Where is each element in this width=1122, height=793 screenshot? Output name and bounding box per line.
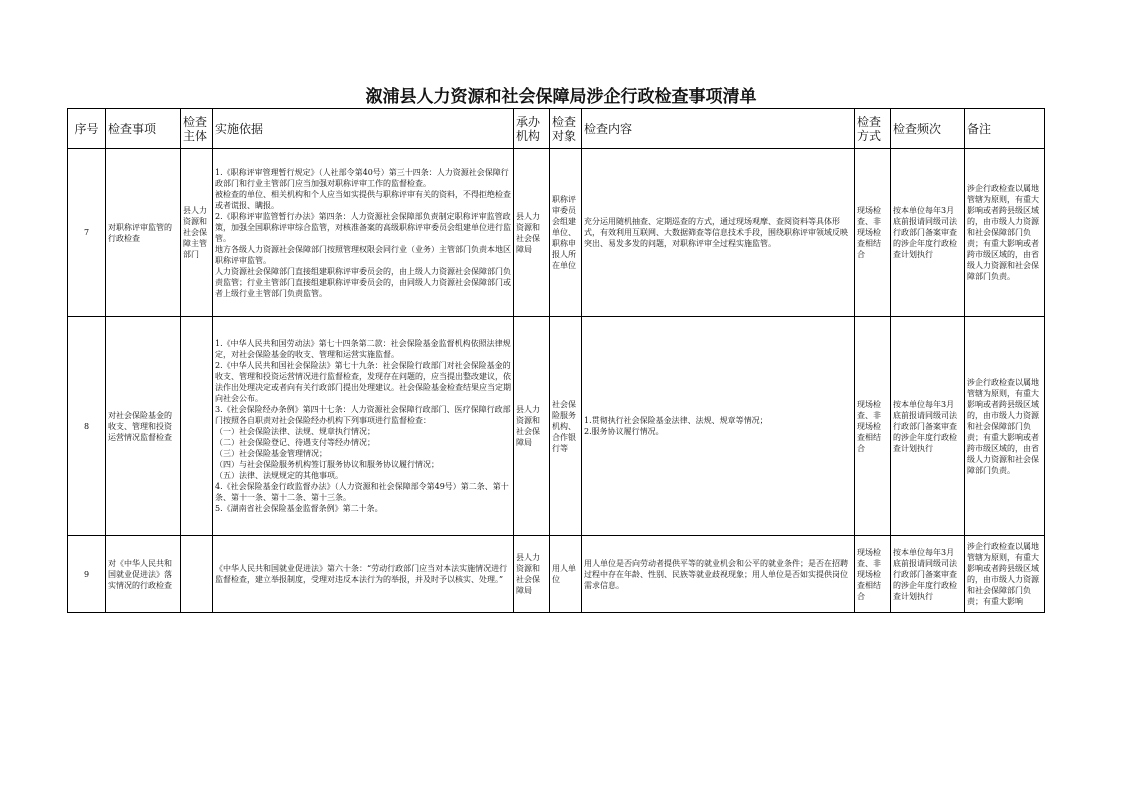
cell-target: 用人单位 bbox=[550, 536, 582, 613]
cell-basis bbox=[213, 536, 514, 613]
table-row bbox=[68, 536, 1045, 613]
cell-target: 社会保险服务机构、合作银行等 bbox=[550, 317, 582, 536]
note-text: 涉企行政检查以属地管辖为原则，有重大影响或者跨县级区域的，由市级人力资源和社会保障部门负责；有重大影响 bbox=[967, 542, 1039, 606]
header-method: 检查方式 bbox=[855, 109, 891, 149]
basis-line: （四）与社会保险服务机构签订服务协议和服务协议履行情况； bbox=[215, 460, 439, 469]
cell-subject bbox=[181, 536, 213, 613]
cell-org: 县人力资源和社会保障局 bbox=[514, 317, 550, 536]
cell-content: 1.贯彻执行社会保险基金法律、法规、规章等情况； 2.服务协议履行情况。 bbox=[582, 317, 855, 536]
cell-method: 现场检查、非现场检查相结合 bbox=[855, 149, 891, 317]
cell-content: 用人单位是否向劳动者提供平等的就业机会和公平的就业条件；是否在招聘过程中存在年龄、性别、民族等就业歧视现象；用人单位是否如实提供岗位需求信息。 bbox=[582, 536, 855, 613]
header-seq: 序号 bbox=[68, 109, 106, 149]
basis-line: （一）社会保险法律、法规、规章执行情况； bbox=[215, 427, 375, 436]
cell-freq: 按本单位每年3月底前报请同级司法行政部门备案审查的涉企年度行政检查计划执行 bbox=[891, 149, 965, 317]
cell-basis bbox=[213, 317, 514, 536]
basis-line: 1.《职称评审管理暂行规定》（人社部令第40号）第三十四条：人力资源社会保障行政部门和行业主管部门应当加强对职称评审工作的监督检查。 bbox=[215, 167, 509, 188]
cell-seq: 7 bbox=[68, 149, 106, 317]
basis-line: 被检查的单位、相关机构和个人应当如实提供与职称评审有关的资料，不得拒绝检查或者谎报、瞒报。 bbox=[215, 189, 511, 210]
cell-method: 现场检查、非现场检查相结合 bbox=[855, 317, 891, 536]
cell-note: 涉企行政检查以属地管辖为原则，有重大影响或者跨县级区域的，由市级人力资源和社会保障部门负责；有重大影响或者跨市级区域的，由省级人力资源和社会保障部门负责。 bbox=[965, 317, 1045, 536]
header-item: 检查事项 bbox=[106, 109, 181, 149]
table-row bbox=[68, 317, 1045, 536]
basis-line: （三）社会保险基金管理情况； bbox=[215, 449, 327, 458]
cell-seq: 8 bbox=[68, 317, 106, 536]
cell-freq: 按本单位每年3月底前报请同级司法行政部门备案审查的涉企年度行政检查计划执行 bbox=[891, 317, 965, 536]
header-target: 检查对象 bbox=[550, 109, 582, 149]
basis-line: 2.《中华人民共和国社会保险法》第七十九条：社会保险行政部门对社会保险基金的收支、管理和投资运营情况进行监督检查，发现存在问题的，应当提出整改建议，依法作出处理决定或者向有关行政部门提出处理建议。社会保险基金检查结果应当定期向社会公布。 bbox=[215, 361, 511, 403]
basis-line: 1.《中华人民共和国劳动法》第七十四条第二款：社会保险基金监督机构依照法律规定，对社会保险基金的收支、管理和运营实施监督。 bbox=[215, 339, 511, 359]
basis-line: （五）法律、法规规定的其他事项。 bbox=[215, 471, 343, 480]
basis-line: 2.《职称评审监管暂行办法》第四条：人力资源社会保障部负责制定职称评审监管政策，加强全国职称评审综合监管，对核准备案的高级职称评审委员会组建单位进行监管。 bbox=[215, 211, 511, 243]
cell-item: 对《中华人民共和国就业促进法》落实情况的行政检查 bbox=[106, 536, 181, 613]
table-row bbox=[68, 149, 1045, 317]
cell-seq: 9 bbox=[68, 536, 106, 613]
cell-content: 充分运用随机抽查、定期巡查的方式，通过现场观摩、查阅资料等具体形式，有效利用互联网、大数据筛查等信息技术手段，围绕职称评审领域反映突出、易发多发的问题，对职称评审全过程实施监管。 bbox=[582, 149, 855, 317]
cell-freq: 按本单位每年3月底前报请同级司法行政部门备案审查的涉企年度行政检查计划执行 bbox=[891, 536, 965, 613]
basis-line: （二）社会保险登记、待遇支付等经办情况； bbox=[215, 438, 375, 447]
cell-method: 现场检查、非现场检查相结合 bbox=[855, 536, 891, 613]
basis-line: 4.《社会保险基金行政监督办法》（人力资源和社会保障部令第49号）第二条、第十条、第十一条、第十二条、第十三条。 bbox=[215, 482, 509, 502]
basis-line: 3.《社会保险经办条例》第四十七条：人力资源社会保障行政部门、医疗保障行政部门按照各自职责对社会保险经办机构下列事项进行监督检查： bbox=[215, 405, 511, 425]
basis-line: 人力资源社会保障部门直接组建职称评审委员会的，由上级人力资源社会保障部门负责监管；行业主管部门直接组建职称评审委员会的，由同级人力资源社会保障部门或者上级行业主管部门负责监管。 bbox=[215, 266, 511, 298]
header-org: 承办机构 bbox=[514, 109, 550, 149]
header-basis: 实施依据 bbox=[213, 109, 514, 149]
basis-line: 《中华人民共和国就业促进法》第六十条：“劳动行政部门应当对本法实施情况进行监督检查，建立举报制度，受理对违反本法行为的举报，并及时予以核实、处理。” bbox=[215, 564, 508, 584]
header-row bbox=[68, 109, 1045, 149]
cell-item: 对社会保险基金的收支、管理和投资运营情况监督检查 bbox=[106, 317, 181, 536]
cell-item: 对职称评审监管的行政检查 bbox=[106, 149, 181, 317]
cell-subject: 县人力资源和社会保障主管部门 bbox=[181, 149, 213, 317]
cell-target: 职称评审委员会组建单位、职称申报人所在单位 bbox=[550, 149, 582, 317]
cell-note: 涉企行政检查以属地管辖为原则，有重大影响或者跨县级区域的，由市级人力资源和社会保障部门负责；有重大影响或者跨市级区域的，由省级人力资源和社会保障部门负责。 bbox=[965, 149, 1045, 317]
page-title: 溆浦县人力资源和社会保障局涉企行政检查事项清单 bbox=[365, 87, 757, 107]
inspection-table bbox=[67, 108, 1045, 613]
cell-note bbox=[965, 536, 1045, 613]
header-content: 检查内容 bbox=[582, 109, 855, 149]
cell-org: 县人力资源和社会保障局 bbox=[514, 536, 550, 613]
basis-line: 地方各级人力资源社会保障部门按照管理权限会同行业（业务）主管部门负责本地区职称评审监管。 bbox=[215, 244, 511, 265]
header-note: 备注 bbox=[965, 109, 1045, 149]
cell-org: 县人力资源和社会保障局 bbox=[514, 149, 550, 317]
cell-basis bbox=[213, 149, 514, 317]
header-subject: 检查主体 bbox=[181, 109, 213, 149]
basis-line: 5.《湖南省社会保险基金监督条例》第二十条。 bbox=[215, 504, 383, 513]
cell-subject bbox=[181, 317, 213, 536]
header-freq: 检查频次 bbox=[891, 109, 965, 149]
